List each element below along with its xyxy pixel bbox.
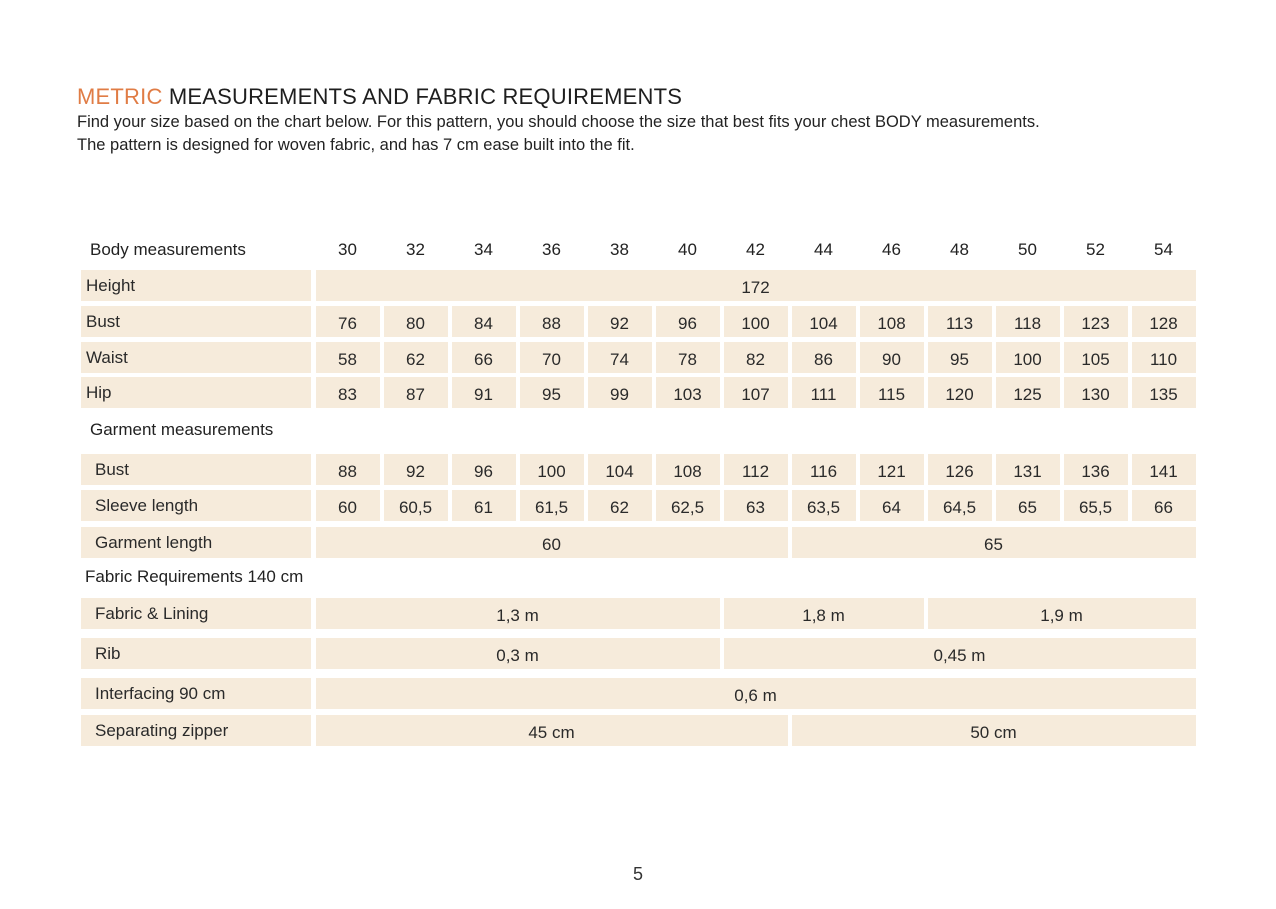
garment-measurements-sleeve-length-cell: 60 <box>316 490 380 521</box>
intro-line-2: The pattern is designed for woven fabric, and has 7 cm ease built into the fit. <box>77 136 635 154</box>
body-measurements-hip-cell: 130 <box>1064 377 1128 408</box>
body-measurements-waist-cell: 86 <box>792 342 856 373</box>
fabric-requirements-140-cm-fabric-lining-merged-cell: 1,9 m <box>928 598 1196 629</box>
body-measurements-bust-cell: 76 <box>316 306 380 337</box>
row-label-fabric-requirements-140-cm-fabric-lining: Fabric & Lining <box>81 598 311 629</box>
body-measurements-bust-cell: 128 <box>1132 306 1196 337</box>
garment-measurements-sleeve-length-cell: 65,5 <box>1064 490 1128 521</box>
size-header-42: 42 <box>746 240 765 259</box>
body-measurements-bust-cell: 96 <box>656 306 720 337</box>
body-measurements-bust-cell: 92 <box>588 306 652 337</box>
garment-measurements-bust-cell: 112 <box>724 454 788 485</box>
size-header-48: 48 <box>950 240 969 259</box>
garment-measurements-sleeve-length-cell: 61,5 <box>520 490 584 521</box>
size-header-54: 54 <box>1154 240 1173 259</box>
body-measurements-hip-cell: 115 <box>860 377 924 408</box>
garment-measurements-sleeve-length-cell: 62,5 <box>656 490 720 521</box>
body-measurements-waist-cell: 62 <box>384 342 448 373</box>
size-header-32: 32 <box>406 240 425 259</box>
body-measurements-bust-cell: 123 <box>1064 306 1128 337</box>
body-measurements-hip-cell: 120 <box>928 377 992 408</box>
body-measurements-waist-cell: 58 <box>316 342 380 373</box>
fabric-requirements-140-cm-separating-zipper-merged-cell: 50 cm <box>792 715 1196 746</box>
garment-measurements-sleeve-length-cell: 65 <box>996 490 1060 521</box>
size-header-50: 50 <box>1018 240 1037 259</box>
page-number: 5 <box>632 864 643 884</box>
garment-measurements-garment-length-merged-cell: 65 <box>792 527 1196 558</box>
fabric-requirements-140-cm-rib-merged-cell: 0,45 m <box>724 638 1196 669</box>
garment-measurements-sleeve-length-cell: 63,5 <box>792 490 856 521</box>
body-measurements-bust-cell: 118 <box>996 306 1060 337</box>
body-measurements-hip-cell: 103 <box>656 377 720 408</box>
size-header-38: 38 <box>610 240 629 259</box>
body-measurements-bust-cell: 113 <box>928 306 992 337</box>
garment-measurements-sleeve-length-cell: 60,5 <box>384 490 448 521</box>
body-measurements-waist-cell: 105 <box>1064 342 1128 373</box>
garment-measurements-bust-cell: 136 <box>1064 454 1128 485</box>
fabric-requirements-140-cm-separating-zipper-merged-cell: 45 cm <box>316 715 788 746</box>
garment-measurements-bust-cell: 116 <box>792 454 856 485</box>
garment-measurements-bust-cell: 104 <box>588 454 652 485</box>
row-label-body-measurements-hip: Hip <box>81 377 311 408</box>
body-measurements-hip-cell: 87 <box>384 377 448 408</box>
garment-measurements-bust-cell: 141 <box>1132 454 1196 485</box>
title-rest: MEASUREMENTS AND FABRIC REQUIREMENTS <box>162 84 683 109</box>
section-title-body-measurements: Body measurements <box>90 240 246 259</box>
fabric-requirements-140-cm-fabric-lining-merged-cell: 1,8 m <box>724 598 924 629</box>
garment-measurements-bust-cell: 121 <box>860 454 924 485</box>
body-measurements-waist-cell: 82 <box>724 342 788 373</box>
garment-measurements-sleeve-length-cell: 66 <box>1132 490 1196 521</box>
body-measurements-bust-cell: 104 <box>792 306 856 337</box>
body-measurements-bust-cell: 84 <box>452 306 516 337</box>
body-measurements-bust-cell: 108 <box>860 306 924 337</box>
size-header-52: 52 <box>1086 240 1105 259</box>
section-title-fabric-requirements-140-cm: Fabric Requirements 140 cm <box>85 567 304 586</box>
page-title <box>77 84 682 110</box>
garment-measurements-garment-length-merged-cell: 60 <box>316 527 788 558</box>
body-measurements-bust-cell: 80 <box>384 306 448 337</box>
body-measurements-height-merged-cell: 172 <box>316 270 1196 301</box>
body-measurements-waist-cell: 95 <box>928 342 992 373</box>
row-label-garment-measurements-garment-length: Garment length <box>81 527 311 558</box>
garment-measurements-sleeve-length-cell: 64 <box>860 490 924 521</box>
garment-measurements-sleeve-length-cell: 63 <box>724 490 788 521</box>
body-measurements-hip-cell: 111 <box>792 377 856 408</box>
size-header-40: 40 <box>678 240 697 259</box>
garment-measurements-bust-cell: 126 <box>928 454 992 485</box>
row-label-fabric-requirements-140-cm-separating-zipper: Separating zipper <box>81 715 311 746</box>
body-measurements-waist-cell: 90 <box>860 342 924 373</box>
fabric-requirements-140-cm-fabric-lining-merged-cell: 1,3 m <box>316 598 720 629</box>
body-measurements-waist-cell: 66 <box>452 342 516 373</box>
body-measurements-hip-cell: 135 <box>1132 377 1196 408</box>
row-label-fabric-requirements-140-cm-interfacing-90-cm: Interfacing 90 cm <box>81 678 311 709</box>
body-measurements-hip-cell: 99 <box>588 377 652 408</box>
garment-measurements-bust-cell: 88 <box>316 454 380 485</box>
intro-text <box>77 111 1040 157</box>
body-measurements-waist-cell: 110 <box>1132 342 1196 373</box>
body-measurements-waist-cell: 74 <box>588 342 652 373</box>
fabric-requirements-140-cm-interfacing-90-cm-merged-cell: 0,6 m <box>316 678 1196 709</box>
body-measurements-waist-cell: 100 <box>996 342 1060 373</box>
size-header-36: 36 <box>542 240 561 259</box>
size-header-46: 46 <box>882 240 901 259</box>
body-measurements-hip-cell: 83 <box>316 377 380 408</box>
body-measurements-hip-cell: 91 <box>452 377 516 408</box>
garment-measurements-sleeve-length-cell: 64,5 <box>928 490 992 521</box>
garment-measurements-sleeve-length-cell: 62 <box>588 490 652 521</box>
body-measurements-hip-cell: 107 <box>724 377 788 408</box>
garment-measurements-bust-cell: 100 <box>520 454 584 485</box>
section-title-garment-measurements: Garment measurements <box>90 420 274 439</box>
body-measurements-hip-cell: 125 <box>996 377 1060 408</box>
row-label-body-measurements-height: Height <box>81 270 311 301</box>
size-header-30: 30 <box>338 240 357 259</box>
garment-measurements-sleeve-length-cell: 61 <box>452 490 516 521</box>
body-measurements-bust-cell: 88 <box>520 306 584 337</box>
title-accent: METRIC <box>77 84 163 109</box>
size-header-44: 44 <box>814 240 833 259</box>
body-measurements-hip-cell: 95 <box>520 377 584 408</box>
garment-measurements-bust-cell: 108 <box>656 454 720 485</box>
row-label-body-measurements-waist: Waist <box>81 342 311 373</box>
intro-line-1: Find your size based on the chart below. For this pattern, you should choose the size that best fits your chest BODY measurements. <box>77 113 1040 131</box>
body-measurements-waist-cell: 70 <box>520 342 584 373</box>
fabric-requirements-140-cm-rib-merged-cell: 0,3 m <box>316 638 720 669</box>
body-measurements-bust-cell: 100 <box>724 306 788 337</box>
garment-measurements-bust-cell: 96 <box>452 454 516 485</box>
garment-measurements-bust-cell: 131 <box>996 454 1060 485</box>
row-label-garment-measurements-sleeve-length: Sleeve length <box>81 490 311 521</box>
garment-measurements-bust-cell: 92 <box>384 454 448 485</box>
row-label-body-measurements-bust: Bust <box>81 306 311 337</box>
row-label-garment-measurements-bust: Bust <box>81 454 311 485</box>
row-label-fabric-requirements-140-cm-rib: Rib <box>81 638 311 669</box>
body-measurements-waist-cell: 78 <box>656 342 720 373</box>
size-header-34: 34 <box>474 240 493 259</box>
